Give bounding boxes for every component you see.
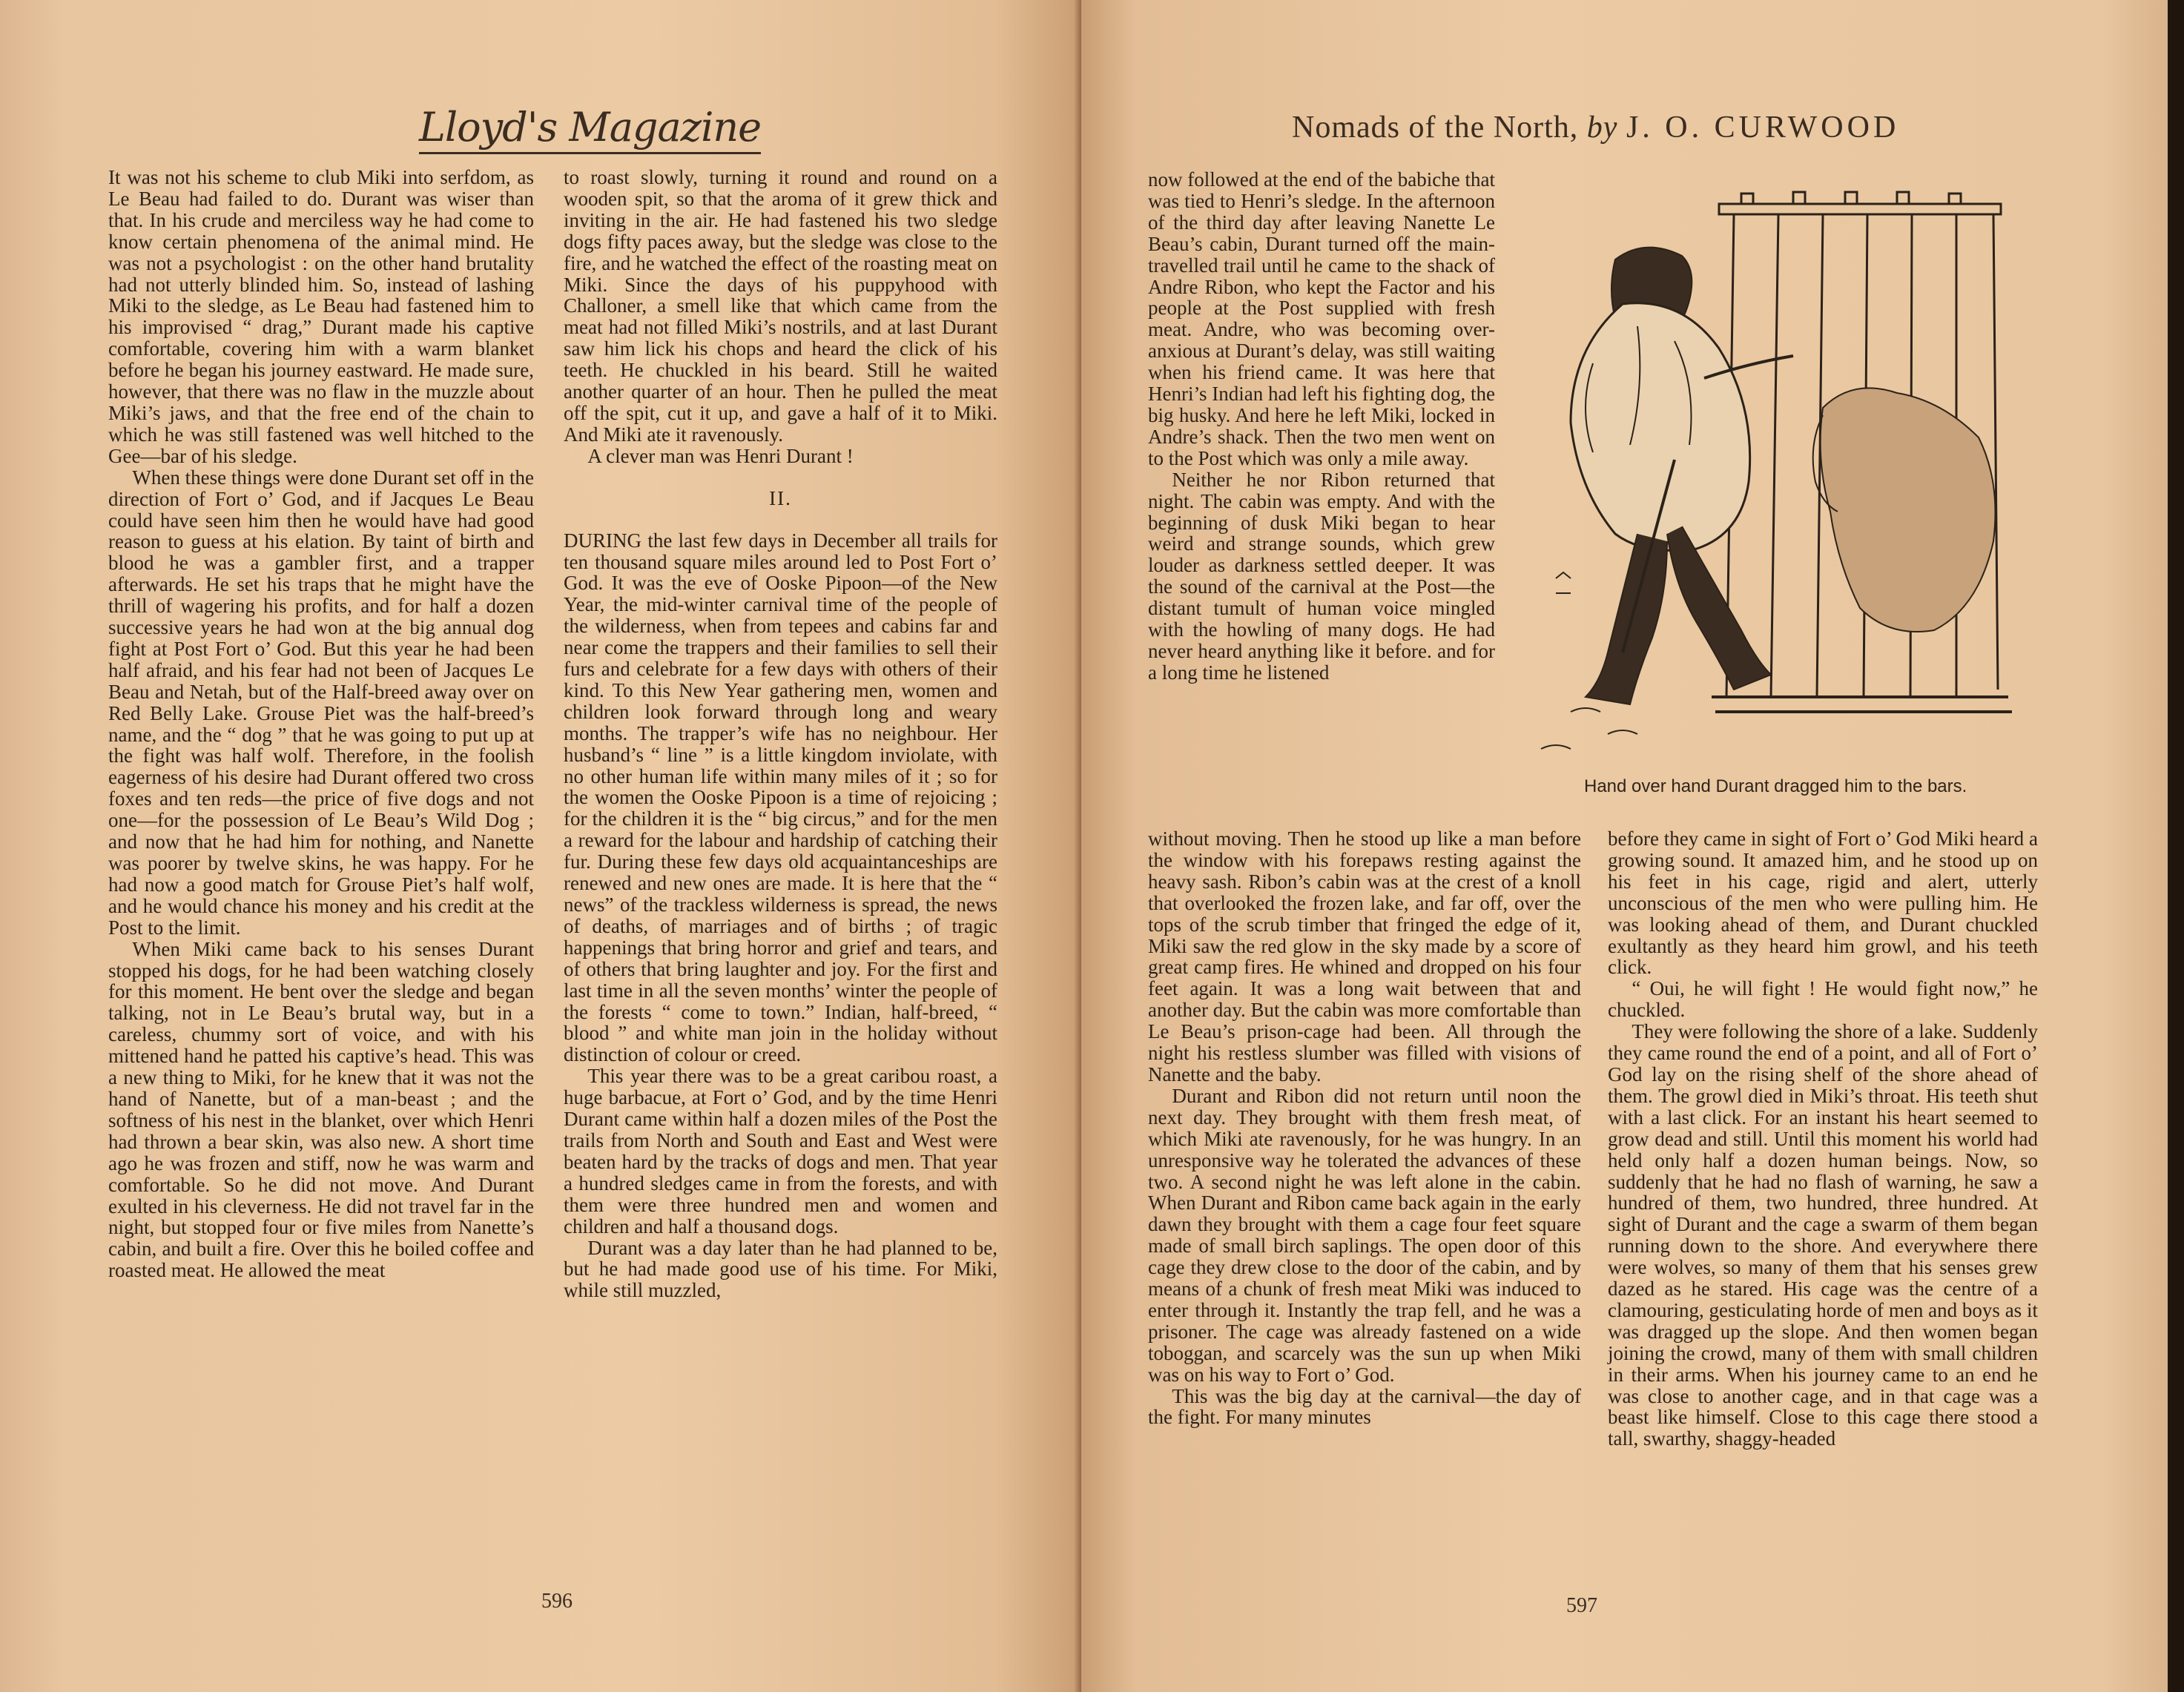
page-number: 596	[541, 1590, 573, 1613]
right-column-top	[1148, 169, 1495, 684]
masthead-logo: Lloyd's Magazine	[419, 104, 761, 154]
running-head	[1292, 110, 1899, 145]
left-page	[0, 0, 1081, 1692]
paragraph: DURING the last few days in December all trails for ten thousand square miles around led to Post Fort o’ God. It was the eve of Ooske Pipoon—of the New Year, the mid-winter carnival time of the people of the wilderness, when from tepees and cabins far and near come the trappers and their families to sell their furs and celebrate for a few days with others of their kind. To this New Year gathering men, women and children look forward through long and weary months. The trapper’s wife has no neighbour. Her husband’s “ line ” is a little kingdom inviolate, with no other human life within many miles of it ; so for the women the Ooske Pipoon is a time of rejoicing ; for the children it is the “ big circus,” and for the men a reward for the labour and hardship of catching their fur. During these few days old acquaintanceships are renewed and new ones are made. It is here that the “ news” of the trackless wilderness is spread, the news of deaths, of marriages and of births ; of tragic happenings that bring horror and grief and tears, and of others that bring laughter and joy. For the first and last time in all the seven months’ winter the people of the forests “ come to town.” Indian, half-breed, “ blood ” and white man join in the holiday without distinction of colour or creed.	[564, 529, 997, 1066]
paragraph: When these things were done Durant set off in the direction of Fort o’ God, and if Jacques Le Beau could have seen him then he would have had good reason to guess at his elation. By taint of birth and blood he was a gambler first, and a trapper afterwards. He set his traps that he might have the thrill of wagering his profits, and for half a dozen successive years he had won at the big annual dog fight at Post Fort o’ God. But this year he had been half afraid, and his fear had not been of Jacques Le Beau and Netah, but of the Half-breed away over on Red Belly Lake. Grouse Piet was the half-breed’s name, and the “ dog ” that he was going to put up at the fight was half wolf. Therefore, in the foolish eagerness of his desire had Durant offered two cross foxes and ten reds—the price of five dogs and not one—for the possession of Le Beau’s Wild Dog ; and now that he had him for nothing, and Nanette was poorer by twelve skins, he was happy. For he had now a good match for Grouse Piet’s half wolf, and he would chance his money and his credit at the Post to the limit.	[108, 466, 534, 939]
illustration-man-and-caged-dog	[1526, 178, 2030, 771]
page-number: 597	[1566, 1594, 1597, 1617]
paragraph: now followed at the end of the babiche that was tied to Henri’s sledge. In the afternoon of the third day after leaving Nanette Le Beau’s cabin, Durant turned off the main-travelled trail until he came to the shack of Andre Ribon, who kept the Factor and his people at the Post supplied with fresh meat. Andre, who was becoming over-anxious at Durant’s delay, was still waiting when his friend came. It was here that Henri’s Indian had left his fighting dog, the big husky. And here he left Miki, locked in Andre’s shack. Then the two men went on to the Post which was only a mile away.	[1148, 168, 1495, 469]
story-title: Nomads of the North,	[1292, 110, 1579, 145]
right-column-2	[1608, 828, 2038, 1450]
paragraph: “ Oui, he will fight ! He would fight now,” he chuckled.	[1608, 977, 2038, 1022]
section-number: II.	[769, 486, 792, 509]
paragraph: before they came in sight of Fort o’ God Miki heard a growing sound. It amazed him, and he stood up on his feet in his cage, rigid and alert, utterly unconscious of the men who were pulling him. He was looking ahead of them, and Durant chuckled exultantly as they heard him growl, and his teeth click.	[1608, 827, 2038, 979]
paragraph: This was the big day at the carnival—the day of the fight. For many minutes	[1148, 1384, 1581, 1429]
dark-background-edge	[2168, 0, 2184, 1692]
illustration-caption: Hand over hand Durant dragged him to the bars.	[1584, 776, 1967, 796]
left-column-1	[108, 167, 534, 1281]
paragraph: It was not his scheme to club Miki into serfdom, as Le Beau had failed to do. Durant was wiser than that. In his crude and merciless way he had come to know certain phenomena of the animal mind. He was not a psychologist : on the other hand brutality had not utterly blinded him. So, instead of lashing Miki to the sledge, as Le Beau had fastened him to his improvised “ drag,” Durant made his captive comfortable, covering him with a warm blanket before he began his journey eastward. He made sure, however, that there was no flaw in the muzzle about Miki’s jaws, and that the free end of the chain to which he was still fastened was well hitched to the Gee—bar of his sledge.	[108, 166, 534, 467]
byline-by: by	[1586, 110, 1618, 145]
left-column-2	[564, 167, 997, 1301]
paragraph: without moving. Then he stood up like a man before the window with his forepaws resting against the heavy sash. Ribon’s cabin was at the crest of a knoll that overlooked the frozen lake, and far off, over the tops of the scrub timber that fringed the edge of it, Miki saw the red glow in the sky made by a score of great camp fires. He whined and dropped on his four feet again. It was a long wait between that and another day. But the cabin was more comfortable than Le Beau’s prison-cage had been. All through the night his restless slumber was filled with visions of Nanette and the baby.	[1148, 827, 1581, 1085]
paragraph: Neither he nor Ribon returned that night. The cabin was empty. And with the beginning of dusk Miki began to hear weird and strange sounds, which grew louder as darkness settled deeper. It was the sound of the carnival at the Post—the distant tumult of human voice mingled with the howling of many dogs. He had never heard anything like it before. and for a long time he listened	[1148, 468, 1495, 684]
paragraph: Durant was a day later than he had planned to be, but he had made good use of his time. For Miki, while still muzzled,	[564, 1236, 997, 1302]
paragraph: This year there was to be a great caribou roast, a huge barbacue, at Fort o’ God, and by the time Henri Durant came within half a dozen miles of the Post the trails from North and South and East and West were beaten hard by the tracks of dogs and men. That year a hundred sledges came in from the forests, and with them were three hundred men and women and children and half a thousand dogs.	[564, 1065, 997, 1237]
author-name: J. O. CURWOOD	[1626, 110, 1900, 145]
paragraph: They were following the shore of a lake. Suddenly they came round the end of a point, and all of Fort o’ God lay on the rising shelf of the shore ahead of them. The growl died in Miki’s throat. His teeth shut with a last click. For an instant his heart seemed to grow dead and still. Until this moment his world had held only half a dozen human beings. Now, so suddenly that he had no flash of warning, he saw a hundred of them, two hundred, three hundred. At sight of Durant and the cage a swarm of them began running down to the shore. And everywhere there were wolves, so many of them that his senses grew dazed as he stared. His cage was the centre of a clamouring, gesticulating horde of men and boys as it was dragged up the slope. And then women began joining the crowd, many of them with small children in their arms. When his journey came to an end he was close to another cage, and in that cage was a beast like himself. Close to this cage there stood a tall, swarthy, shaggy-headed	[1608, 1020, 2038, 1450]
right-column-1	[1148, 828, 1581, 1428]
paragraph: Durant and Ribon did not return until noon the next day. They brought with them fresh meat, of which Miki ate ravenously, for he was hungry. In an unresponsive way he tolerated the advances of these two. A second night he was left alone in the cabin. When Durant and Ribon came back again in the early dawn they brought with them a cage four feet square made of small birch saplings. The open door of this cage they drew close to the door of the cabin, and by means of a chunk of fresh meat Miki was induced to enter through it. Instantly the trap fell, and he was a prisoner. The cage was already fastened on a wide toboggan, and scarcely was the sun up when Miki was on his way to Fort o’ God.	[1148, 1084, 1581, 1386]
paragraph: When Miki came back to his senses Durant stopped his dogs, for he had been watching closely for this moment. He bent over the sledge and began talking, not in Le Beau’s brutal way, but in a careless, chummy sort of voice, and with his mittened hand he patted his captive’s head. This was a new thing to Miki, for he knew that it was not the hand of Nanette, but of a man-beast ; and the softness of his nest in the blanket, over which Henri had thrown a bear skin, was also new. A short time ago he was frozen and stiff, now he was warm and comfortable. So he did not move. And Durant exulted in his cleverness. He did not travel far in the night, but stopped four or five miles from Nanette’s cabin, and built a fire. Over this he boiled coffee and roasted meat. He allowed the meat	[108, 937, 534, 1282]
paragraph: A clever man was Henri Durant !	[587, 444, 854, 467]
paragraph: to roast slowly, turning it round and round on a wooden spit, so that the aroma of it grew thick and inviting in the air. He had fastened his two sledge dogs fifty paces away, but the sledge was close to the fire, and he watched the effect of the roasting meat on Miki. Since the days of his puppyhood with Challoner, a smell like that which came from the meat had not filled Miki’s nostrils, and at last Durant saw him lick his chops and heard the click of his teeth. He chuckled in his beard. Still he waited another quarter of an hour. Then he pulled the meat off the spit, cut it up, and gave a half of it to Miki. And Miki ate it ravenously.	[564, 166, 997, 446]
